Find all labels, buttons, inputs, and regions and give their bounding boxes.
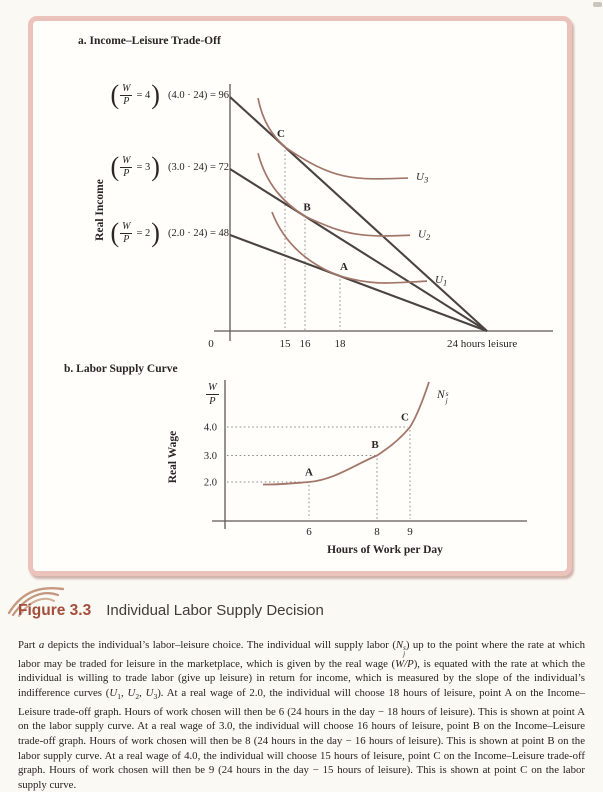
caption-segment: W/P xyxy=(395,657,414,670)
labor-supply-label-sub: j xyxy=(445,395,448,405)
labor-supply-label-base: N xyxy=(437,389,445,401)
panel-b-title: b. Labor Supply Curve xyxy=(64,363,178,375)
budget-line-equation-wp-2 xyxy=(110,217,229,248)
close-paren: ) xyxy=(151,151,160,182)
real-wage-symbol-numerator: W xyxy=(206,382,219,395)
budget-line-equation-wp-4 xyxy=(110,79,229,110)
wp-fraction xyxy=(120,83,132,107)
real-wage-symbol xyxy=(206,382,219,407)
panel-a-y-axis-label: Real Income xyxy=(94,179,106,241)
caption-segment: depicts the individual’s labor–leisure choice. The individual will supply labor ( xyxy=(44,638,396,651)
curve-label-U1: $U_1$ xyxy=(435,274,448,288)
caption-script: j xyxy=(403,649,406,658)
caption-segment: U xyxy=(127,686,136,699)
caption-segment: , xyxy=(139,686,146,699)
y-tick-3.0: 3.0 xyxy=(203,451,217,462)
caption-segment: U xyxy=(109,686,118,699)
panel-a-title: a. Income–Leisure Trade-Off xyxy=(78,35,221,47)
x-tick-8-panel-b: 8 xyxy=(374,526,380,538)
point-label-A-panel-a: A xyxy=(340,261,348,274)
open-paren: ( xyxy=(110,79,120,110)
figure-caption-heading xyxy=(18,602,324,620)
budget-line-wp-4 xyxy=(230,97,487,331)
point-label-C-panel-b: C xyxy=(401,411,409,424)
labor-supply-curve-label xyxy=(437,389,449,406)
wp-denominator: P xyxy=(123,234,130,245)
caption-segment: 2 xyxy=(135,692,140,702)
wp-value: = 4 xyxy=(136,89,151,101)
labor-supply-label-scripts xyxy=(446,391,449,404)
y-tick-4.0: 4.0 xyxy=(203,422,217,434)
caption-segment: , xyxy=(120,686,128,699)
open-paren: ( xyxy=(110,151,120,182)
caption-segment: N xyxy=(395,638,404,651)
caption-segment: 3 xyxy=(153,692,158,702)
panel-b-x-axis-label: Hours of Work per Day xyxy=(327,544,443,556)
caption-segment: ) up to the point where the rate at which labor may be traded for leisure in the marketplace, which is given by the real wage ( xyxy=(18,638,585,670)
wp-denominator: P xyxy=(123,96,130,107)
x-tick-6-panel-b: 6 xyxy=(306,526,312,538)
income-calculation: (2.0 · 24) = 48 xyxy=(167,227,229,239)
point-label-C-panel-a: C xyxy=(277,128,285,141)
wp-fraction xyxy=(120,155,132,179)
indifference-curve-U1 xyxy=(272,212,427,283)
x-tick-9-panel-b: 9 xyxy=(407,526,413,538)
x-tick-16-panel-a: 16 xyxy=(299,338,311,350)
panel-b-y-axis-label: Real Wage xyxy=(167,430,179,484)
y-tick-2.0: 2.0 xyxy=(203,477,217,489)
budget-line-equation-wp-3 xyxy=(110,151,229,182)
x-tick-15-panel-a: 15 xyxy=(279,338,291,350)
wp-numerator: W xyxy=(122,83,131,94)
wp-denominator: P xyxy=(123,168,130,179)
figure-number: Figure 3.3 xyxy=(18,602,92,619)
income-calculation: (3.0 · 24) = 72 xyxy=(167,161,229,173)
real-wage-symbol-denominator: P xyxy=(209,395,216,407)
caption-segment: U xyxy=(145,686,154,699)
figure-title: Individual Labor Supply Decision xyxy=(106,602,324,619)
wp-fraction xyxy=(120,221,132,245)
close-paren: ) xyxy=(151,79,160,110)
labor-supply-curve xyxy=(263,382,429,485)
curve-label-U3: $U_3$ xyxy=(416,171,429,185)
point-label-A-panel-b: A xyxy=(305,466,313,479)
origin-label-panel-a: 0 xyxy=(208,338,214,350)
caption-segment: a xyxy=(38,638,45,651)
wp-value: = 3 xyxy=(136,161,151,173)
caption-script: s xyxy=(403,643,406,652)
wp-value: = 2 xyxy=(136,227,151,239)
caption-segment: ), is equated with the rate at which the individual is willing to trade labor (give up leisure) in return for income, which is measured by the slope of the individual’s indifference curves ( xyxy=(18,657,585,699)
close-paren: ) xyxy=(151,217,160,248)
caption-segment: 1 xyxy=(117,692,121,702)
indifference-curve-U2 xyxy=(258,153,410,236)
caption-text xyxy=(18,638,585,792)
point-label-B-panel-a: B xyxy=(303,201,311,214)
open-paren: ( xyxy=(110,217,120,248)
wp-numerator: W xyxy=(122,155,131,166)
curve-label-U2: $U_2$ xyxy=(418,228,431,242)
income-calculation: (4.0 · 24) = 96 xyxy=(167,89,229,101)
wp-numerator: W xyxy=(122,221,131,232)
labor-supply-label-sup: s xyxy=(445,389,449,398)
point-label-B-panel-b: B xyxy=(371,439,379,451)
caption-segment: ). At a real wage of 2.0, the individual will choose 18 hours of leisure, point A on the Income–Leisure trade-off graph. Hours of work chosen will then be 6 (24 hours in the day − 18 hours of leisure). This is shown at point A on the labor supply curve. At a real wage of 3.0, the individual will choose 16 hours of leisure, point B on the Income–Leisure trade-off graph. Hours of work chosen will then be 8 (24 hours in the day − 16 hours of leisure). This is shown at point B on the labor supply curve. At a real wage of 4.0, the individual will choose 15 hours of leisure, point C on the Income–Leisure trade-off graph. Hours of work chosen will then be 9 (24 hours in the day − 15 hours of leisure). This is shown at point C on the labor supply curve. xyxy=(18,686,586,791)
caption-segment: Part xyxy=(18,638,39,651)
x-tick-18-panel-a: 18 xyxy=(334,338,346,350)
x-axis-end-label-panel-a: 24 hours leisure xyxy=(447,338,518,350)
